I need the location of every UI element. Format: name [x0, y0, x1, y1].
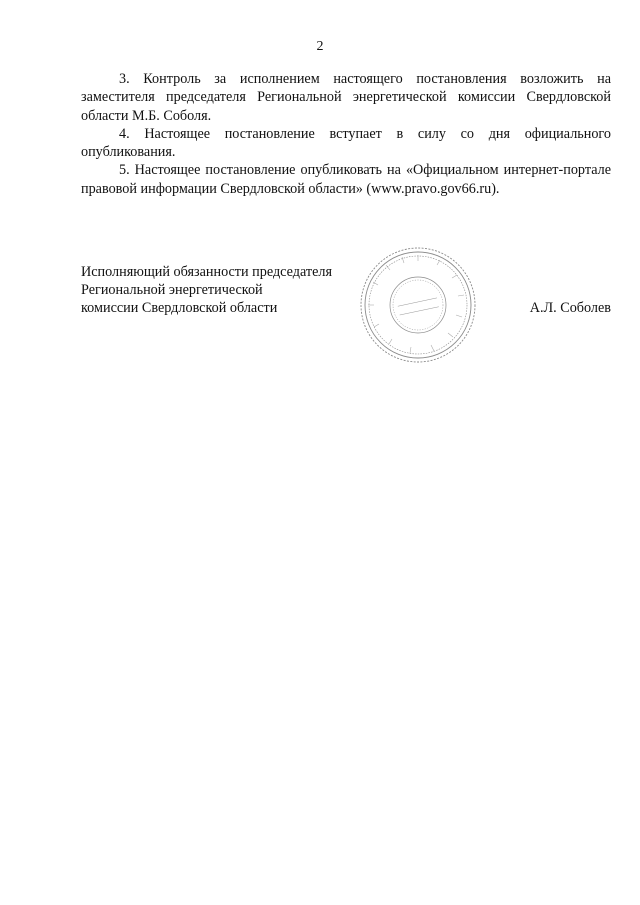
document-body [81, 70, 611, 198]
signatory-title-line-1: Исполняющий обязанности председателя [81, 264, 332, 280]
signature-block [81, 263, 611, 317]
signatory-title-line-2: Региональной энергетической [81, 282, 263, 298]
page-number: 2 [316, 39, 324, 54]
paragraph-5: 5. Настоящее постановление опубликовать на «Официальном интернет-портале правовой информации Свердловской области» (www.pravo.gov66.ru). [81, 162, 611, 197]
signatory-title-line-3: комиссии Свердловской области [81, 300, 278, 316]
paragraph-4: 4. Настоящее постановление вступает в силу со дня официального опубликования. [81, 125, 611, 161]
paragraph-3: 3. Контроль за исполнением настоящего постановления возложить на заместителя председателя Региональной энергетической комиссии Свердловской области М.Б. Соболя. [81, 71, 611, 124]
official-stamp-seal [358, 245, 478, 365]
signatory-name: А.Л. Соболев [529, 300, 611, 316]
